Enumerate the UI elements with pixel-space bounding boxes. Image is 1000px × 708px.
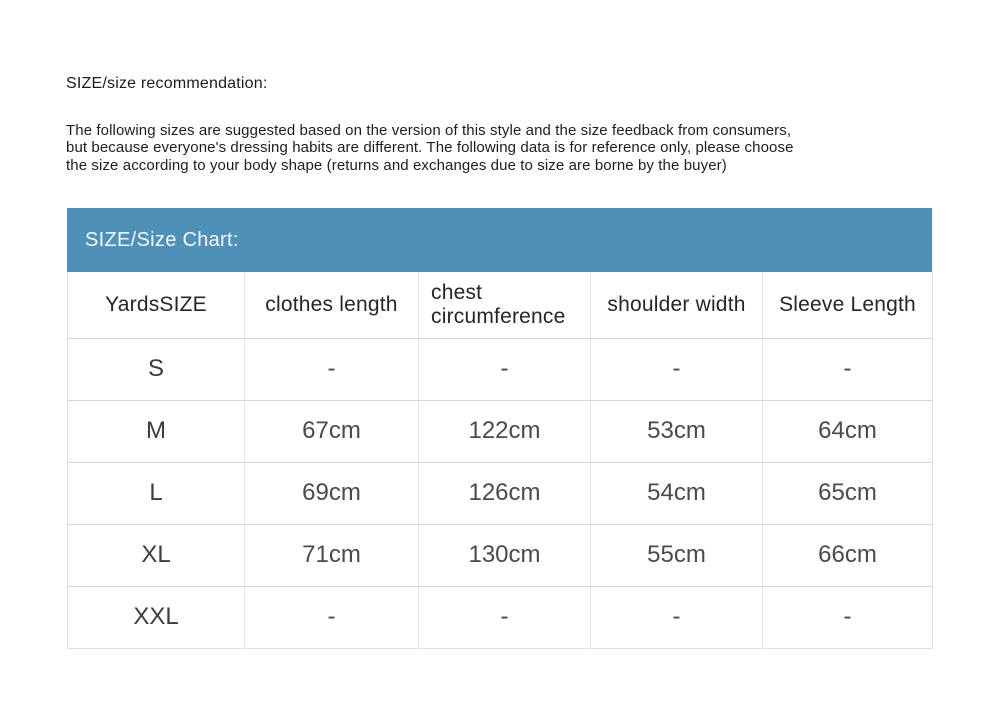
clothes-length-cell: 69cm [245,462,419,524]
sleeve-length-cell: - [763,586,933,648]
table-row-l [68,462,933,524]
chest-circumference-cell: 122cm [419,400,591,462]
chest-circumference-cell: - [419,338,591,400]
column-header-shoulder-width: shoulder width [591,272,763,338]
size-recommendation-heading: SIZE/size recommendation: [66,75,268,92]
sleeve-length-cell: 65cm [763,462,933,524]
size-cell: XXL [68,586,245,648]
table-row-s [68,338,933,400]
column-header-size: YardsSIZE [68,272,245,338]
sleeve-length-cell: 66cm [763,524,933,586]
column-header-clothes-length: clothes length [245,272,419,338]
size-chart-section [67,208,932,649]
sleeve-length-cell: - [763,338,933,400]
table-row-m [68,400,933,462]
table-row-xxl [68,586,933,648]
table-row-xl [68,524,933,586]
size-chart-table [67,272,933,649]
description-line: The following sizes are suggested based on the version of this style and the size feedback from consumers, [66,122,792,139]
shoulder-width-cell: 55cm [591,524,763,586]
shoulder-width-cell: - [591,586,763,648]
column-header-chest-circumference: chest circumference [419,272,591,338]
shoulder-width-cell: 54cm [591,462,763,524]
description-line: but because everyone's dressing habits are different. The following data is for reference only, please choose [66,139,794,157]
clothes-length-cell: 71cm [245,524,419,586]
table-header-row [68,272,933,338]
shoulder-width-cell: - [591,338,763,400]
size-chart-title-bar [67,208,932,272]
size-cell: M [68,400,245,462]
description-line: the size according to your body shape (returns and exchanges due to size are borne by the buyer) [66,156,727,174]
chest-circumference-cell: 126cm [419,462,591,524]
size-chart-title: SIZE/Size Chart: [85,228,239,251]
chest-circumference-cell: - [419,586,591,648]
chest-circumference-cell: 130cm [419,524,591,586]
size-recommendation-description [66,122,794,174]
size-cell: L [68,462,245,524]
column-header-sleeve-length: Sleeve Length [763,272,933,338]
shoulder-width-cell: 53cm [591,400,763,462]
sleeve-length-cell: 64cm [763,400,933,462]
size-cell: XL [68,524,245,586]
clothes-length-cell: - [245,338,419,400]
clothes-length-cell: 67cm [245,400,419,462]
size-cell: S [68,338,245,400]
clothes-length-cell: - [245,586,419,648]
